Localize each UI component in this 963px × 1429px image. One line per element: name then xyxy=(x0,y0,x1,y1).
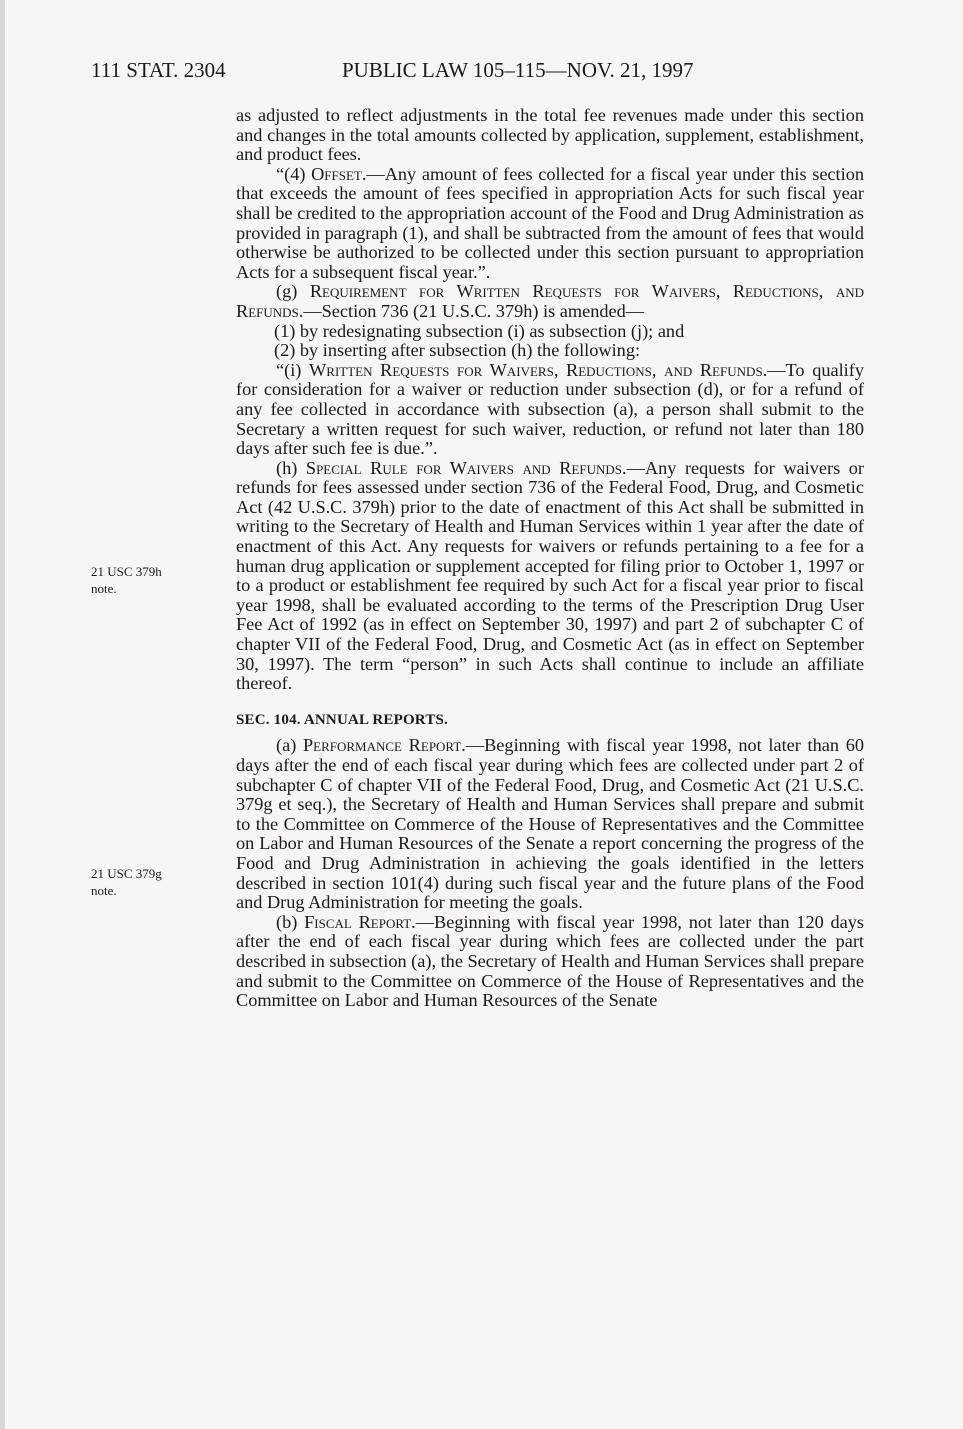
margin-note-379g xyxy=(91,865,211,899)
paragraph-subsection-h xyxy=(236,459,864,694)
paragraph-fiscal-report xyxy=(236,913,864,1011)
para-prefix: (g) xyxy=(276,281,310,302)
para-text: .—Any requests for waivers or refunds for fees assessed under section 736 of the Federal Food, Drug, and Cosmetic Act (42 U.S.C. 379h) prior to the date of enactment of this Act shall be submitted in writing to the Secretary of Health and Human Services within 1 year after the date of enactment of this Act. Any requests for waivers or refunds pertaining to a fee for a human drug application or supplement accepted for filing prior to October 1, 1997 or to a product or establishment fee required by such Act for a fiscal year prior to fiscal year 1998, shall be evaluated according to the terms of the Prescription Drug User Fee Act of 1992 (as in effect on September 30, 1997) and part 2 of subchapter C of chapter VII of the Federal Food, Drug, and Cosmetic Act (as in effect on September 30, 1997). The term “person” in such Acts shall continue to include an affiliate thereof. xyxy=(236,457,864,694)
page-header xyxy=(91,58,903,88)
para-heading: Fiscal Report xyxy=(304,911,412,932)
page-edge xyxy=(0,0,5,1429)
body-text xyxy=(236,106,864,1011)
para-heading: Requirement for Written Requests for Waivers, Reductions, and Refunds xyxy=(236,281,864,321)
paragraph-item-1: (1) by redesignating subsection (i) as subsection (j); and xyxy=(274,320,685,341)
paragraph-continuation: as adjusted to reflect adjustments in the total fee revenues made under this section and changes in the total amounts collected by application, supplement, establishment, and product fees. xyxy=(236,105,864,165)
margin-note-line: note. xyxy=(91,883,117,898)
public-law-title: PUBLIC LAW 105–115—NOV. 21, 1997 xyxy=(342,58,694,82)
stat-citation: 111 STAT. 2304 xyxy=(91,58,226,82)
para-text: .—Any amount of fees collected for a fiscal year under this section that exceeds the amount of fees specified in appropriation Acts for such fiscal year shall be credited to the appropriation account of the Food and Drug Administration as provided in paragraph (1), and shall be subtracted from the amount of fees that would otherwise be authorized to be collected under this section pursuant to appropriation Acts for a subsequent fiscal year.”. xyxy=(236,163,864,282)
para-prefix: “(4) xyxy=(276,163,312,184)
para-prefix: (h) xyxy=(276,457,306,478)
para-text: .—Section 736 (21 U.S.C. 379h) is amended— xyxy=(298,300,645,321)
para-text: .—Beginning with fiscal year 1998, not later than 60 days after the end of each fiscal year during which fees are collected under part 2 of subchapter C of chapter VII of the Federal Food, Drug, and Cosmetic Act (21 U.S.C. 379g et seq.), the Secretary of Health and Human Services shall prepare and submit to the Committee on Commerce of the House of Representatives and the Committee on Labor and Human Resources of the Senate a report concerning the progress of the Food and Drug Administration in achieving the goals identified in the letters described in section 101(4) during such fiscal year and the future plans of the Food and Drug Administration for meeting the goals. xyxy=(236,735,864,913)
para-heading: Special Rule for Waivers and Refunds xyxy=(305,457,623,478)
paragraph-subsection-g xyxy=(236,282,864,321)
para-heading: Performance Report xyxy=(302,735,462,756)
paragraph-performance-report xyxy=(236,736,864,912)
margin-note-line: 21 USC 379g xyxy=(91,866,162,881)
para-heading: Written Requests for Waivers, Reductions, and Refunds xyxy=(309,359,763,380)
para-text: .—Beginning with fiscal year 1998, not later than 120 days after the end of each fiscal year during which fees are collected under the part described in subsection (a), the Secretary of Health and Human Services shall prepare and submit to the Committee on Commerce of the House of Representatives and the Committee on Labor and Human Resources of the Senate xyxy=(236,911,864,1011)
para-text: .—To qualify for consideration for a waiver or reduction under subsection (d), or for a refund of any fee collected in accordance with subsection (a), a person shall submit to the Secretary a written request for such waiver, reduction, or refund not later than 180 days after such fee is due.”. xyxy=(236,359,864,459)
section-heading: SEC. 104. ANNUAL REPORTS. xyxy=(236,711,449,728)
para-prefix: (a) xyxy=(276,735,303,756)
paragraph-item-2: (2) by inserting after subsection (h) the following: xyxy=(274,340,641,361)
margin-note-379h xyxy=(91,563,211,597)
para-prefix: (b) xyxy=(276,911,305,932)
margin-note-line: 21 USC 379h xyxy=(91,564,162,579)
para-prefix: “(i) xyxy=(276,359,310,380)
para-heading: Offset xyxy=(311,163,362,184)
paragraph-offset xyxy=(236,165,864,283)
margin-note-line: note. xyxy=(91,581,117,596)
paragraph-subsection-i xyxy=(236,361,864,459)
